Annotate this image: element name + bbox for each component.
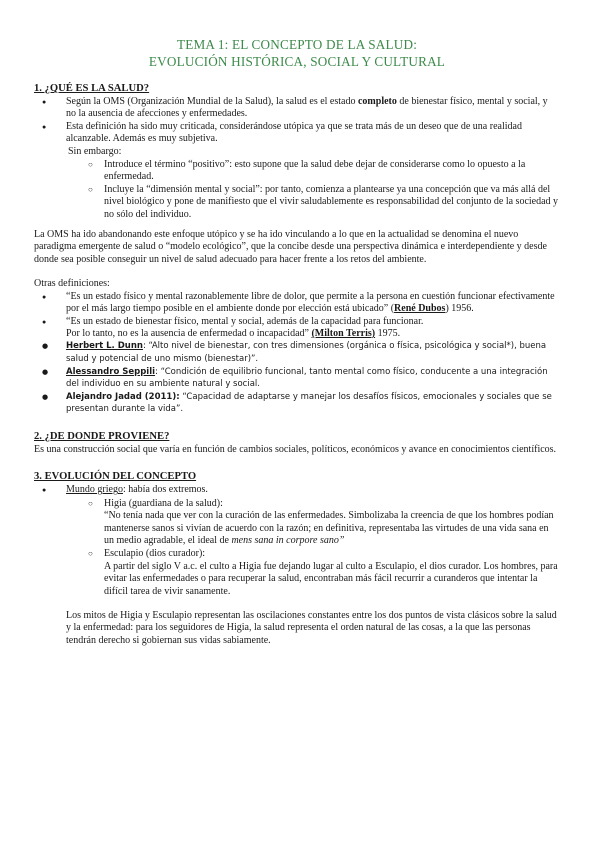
greek-gods-list: [34, 498, 560, 510]
mundo-griego-label: Mundo griego: [66, 484, 123, 496]
list-item: [34, 291, 560, 316]
section-2-text: Es una construcción social que varía en función de cambios sociales, políticos, económicos y avance en conocimientos científicos.: [34, 443, 557, 455]
title-line-1: TEMA 1: EL CONCEPTO DE LA SALUD:: [176, 37, 418, 52]
list-item: ○ Introduce el término “positivo”: esto supone que la salud debe dejar de considerarse como lo opuesto a la enfermedad.: [34, 159, 560, 184]
list-item: [34, 96, 560, 121]
mundo-griego-text: : había dos extremos.: [122, 484, 208, 496]
dunn-author: Herbert L. Dunn: [66, 341, 143, 352]
terris-definition-line-1: “Es un estado de bienestar físico, mental y social, además de la capacidad para funcionar.: [66, 315, 424, 327]
sin-embargo-label: Sin embargo:: [68, 145, 122, 157]
jadad-definition: “Capacidad de adaptarse y manejar los desafíos físicos, emocionales y sociales que se presentan durante la vida”.: [66, 391, 552, 415]
list-item: ○ Incluye la “dimensión mental y social”: por tanto, comienza a plantearse ya una concepción que va más allá del nivel biológico y pone de manifiesto que el vivir saludablemente es responsabilidad del conjunto de la sociedad y no sólo del individuo.: [34, 184, 560, 221]
terris-year: 1975.: [375, 327, 401, 339]
document-title: [34, 36, 560, 70]
higia-quote-text: “No tenía nada que ver con la curación de las enfermedades. Simbolizaba la creencia de que los hombres podían mantenerse sanos si vivían de acuerdo con la razón; en definitiva, representaba las virtudes de una vida sana en un medio agradable, el ideal de: [104, 510, 554, 546]
seppili-author: Alessandro Seppili: [66, 366, 156, 377]
terris-author: (Milton Terris): [311, 327, 376, 339]
list-item: [34, 340, 560, 365]
oms-def-text-end: de bienestar físico, mental y social, y no la ausencia de afecciones y enfermedades.: [66, 96, 548, 120]
jadad-author: Alejandro Jadad (2011):: [66, 391, 180, 402]
list-item: [34, 484, 560, 496]
dubos-author: René Dubos: [394, 303, 446, 315]
list-item: [34, 366, 560, 391]
criticism-text: Esta definición ha sido muy criticada, considerándose utópica ya que se trata más de un deseo que de una realidad alcanzable. Además es muy subjetiva.: [66, 120, 522, 145]
list-item: [34, 121, 560, 146]
list-item: [34, 391, 560, 416]
section-3-heading: 3. EVOLUCIÓN DEL CONCEPTO: [34, 471, 197, 483]
esculapio-text: A partir del siglo V a.c. el culto a Higia fue dejando lugar al culto a Esculapio, el dios curador. Los hombres, para evitar las enfermedades o para recuperar la salud, encontraban más fácil recurrir a curanderos que intentar la difícil tarea de vivir sanamente.: [104, 560, 558, 597]
dubos-year: ) 1956.: [445, 303, 474, 315]
oms-paragraph: La OMS ha ido abandonando este enfoque utópico y se ha ido vinculando a lo que en la actualidad se denomina el nuevo paradigma emergente de salud o “modelo ecológico”, que la concibe desde una perspectiva dinámica e interdependiente y desde donde sea posible conseguir un nivel de salud adecuado para hacer frente a los retos del ambiente.: [34, 229, 547, 265]
section-2-heading: 2. ¿DE DONDE PROVIENE?: [34, 430, 170, 442]
list-item: [34, 316, 560, 341]
oms-def-text: Según la OMS (Organización Mundial de la Salud), la salud es el estado: [66, 96, 358, 107]
sin-embargo-list: [34, 159, 560, 221]
list-item: ○ Esculapio (dios curador):: [34, 548, 560, 560]
evolution-list: [34, 484, 560, 496]
definitions-list: [34, 291, 560, 416]
terris-definition-line-2: Por lo tanto, no es la ausencia de enfermedad o incapacidad”: [66, 327, 312, 339]
title-line-2: EVOLUCIÓN HISTÓRICA, SOCIAL Y CULTURAL: [148, 54, 446, 69]
higia-latin: mens sana in corpore sano”: [231, 534, 345, 546]
mitos-paragraph: Los mitos de Higia y Esculapio representan las oscilaciones constantes entre los dos puntos de vista clásicos sobre la salud y la enfermedad: para los seguidores de Higia, la salud representa el orden natural de las cosas, a la que las personas tendrán derecho si gobiernan sus vidas sabiamente.: [66, 609, 557, 646]
list-item: ○ Higia (guardiana de la salud):: [34, 498, 560, 510]
seppili-definition: : “Condición de equilibrio funcional, tanto mental como físico, conducente a una integración del individuo en su ambiente natural y social.: [66, 366, 548, 390]
section-1-heading: 1. ¿QUÉ ES LA SALUD?: [34, 83, 150, 94]
dunn-definition: : “Alto nivel de bienestar, con tres dimensiones (orgánica o física, psicológica y social*), buena salud y potencial de uno mismo (bienestar)”.: [66, 341, 547, 364]
greek-gods-list-2: [34, 548, 560, 560]
oms-definition-list: [34, 96, 560, 146]
dubos-definition: “Es un estado físico y mental razonablemente libre de dolor, que permite a la persona en cuestión funcionar efectivamente por el más largo tiempo posible en el ambiente donde por elección está ubicado” (: [66, 290, 555, 315]
higia-quote: [34, 510, 560, 547]
otras-definiciones-label: Otras definiciones:: [34, 278, 110, 290]
oms-def-bold: completo: [357, 96, 397, 107]
